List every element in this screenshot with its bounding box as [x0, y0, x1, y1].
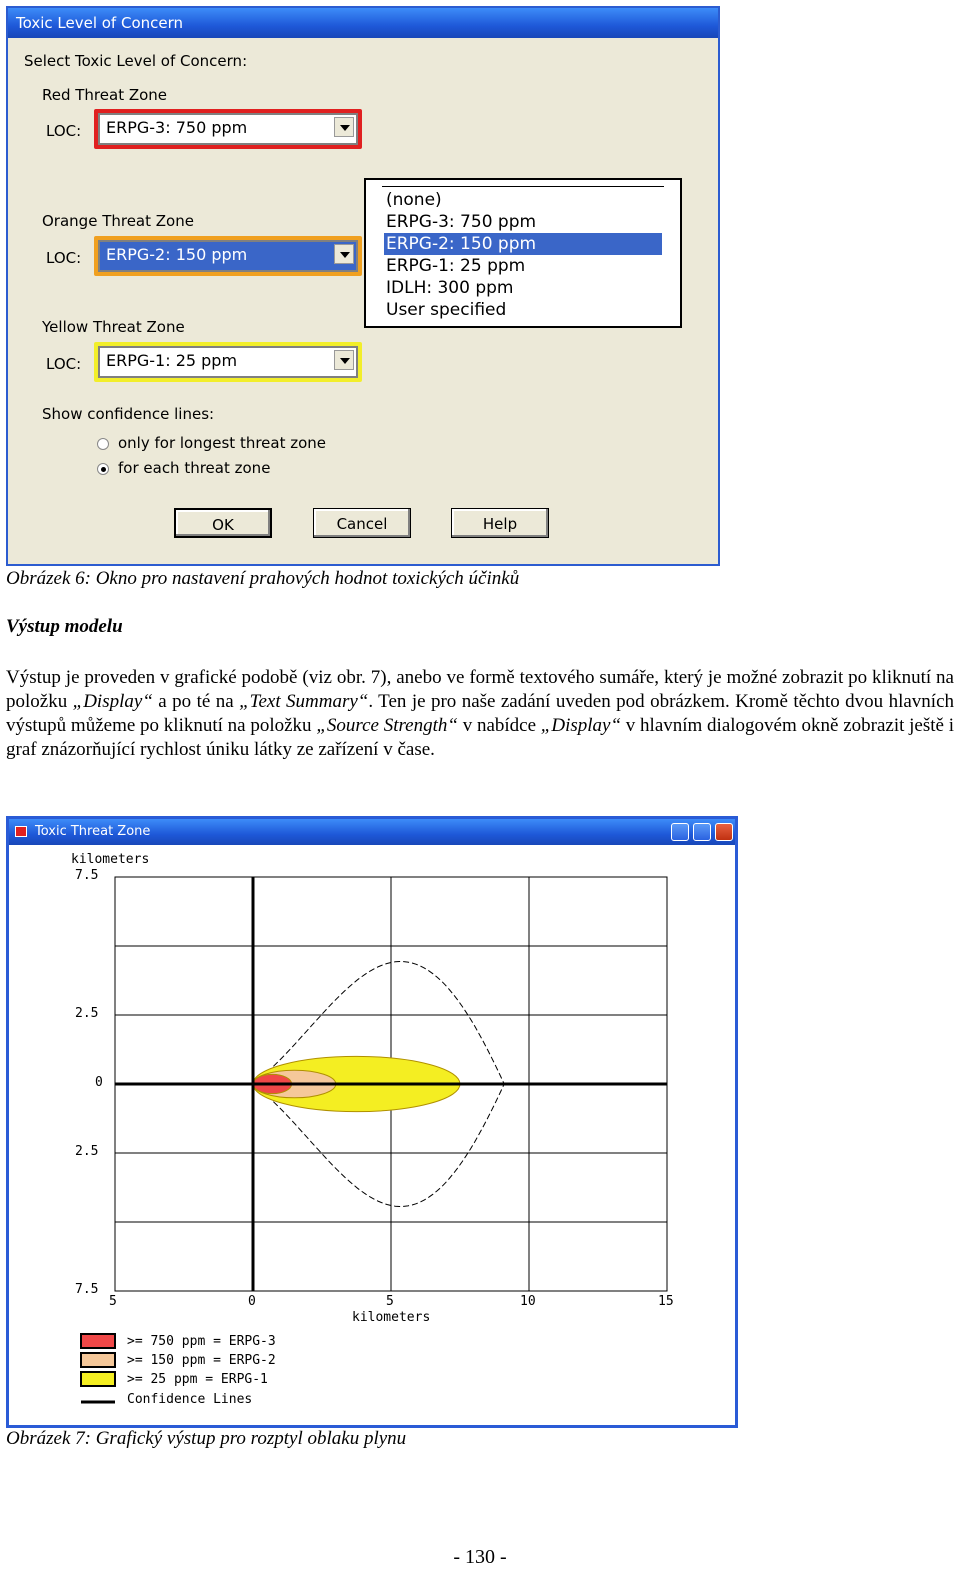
orange-loc-value: ERPG-2: 150 ppm: [106, 245, 248, 264]
dialog-title-bar: Toxic Level of Concern: [8, 8, 718, 38]
loc-dropdown-list[interactable]: [364, 178, 682, 328]
x-tick-label: 0: [248, 1294, 256, 1309]
para-text: Výstup je proveden v grafické podobě (viz obr. 7), anebo ve formě textového sumáře, který je možné zobrazit po kliknutí na položku: [6, 667, 954, 712]
x-tick-label: 10: [520, 1294, 536, 1309]
dropdown-option-erpg2[interactable]: ERPG-2: 150 ppm: [384, 233, 662, 255]
x-tick-label: 5: [386, 1294, 394, 1309]
y-tick-label: 7.5: [75, 1282, 99, 1297]
y-tick-label: 7.5: [75, 868, 99, 883]
y-tick-label: 2.5: [75, 1006, 99, 1021]
legend-label-confidence: Confidence Lines: [127, 1392, 253, 1407]
dropdown-option-erpg1[interactable]: ERPG-1: 25 ppm: [386, 256, 526, 276]
para-text: v nabídce: [457, 715, 541, 736]
confidence-lines-label: Show confidence lines:: [42, 405, 215, 423]
page-number: - 130 -: [453, 1546, 507, 1568]
legend-swatch-erpg3: [81, 1334, 115, 1348]
radio-each-zone[interactable]: [97, 463, 109, 475]
toxic-level-of-concern-dialog: [6, 6, 720, 566]
x-axis-label: kilometers: [352, 1310, 431, 1325]
body-paragraph: [6, 666, 954, 762]
maximize-icon[interactable]: [693, 823, 711, 841]
threat-zone-plot: [9, 845, 735, 1425]
radio-longest-label[interactable]: only for longest threat zone: [118, 434, 327, 452]
list-top-border: [382, 186, 664, 187]
section-heading: Výstup modelu: [6, 616, 123, 637]
x-tick-label: 15: [658, 1294, 674, 1309]
para-italic: „Display“: [72, 691, 153, 712]
yellow-zone-label: Yellow Threat Zone: [42, 318, 185, 336]
y-tick-label: 2.5: [75, 1144, 99, 1159]
dropdown-option-idlh[interactable]: IDLH: 300 ppm: [386, 278, 514, 298]
window-title-bar: [9, 819, 735, 845]
help-button[interactable]: Help: [451, 508, 549, 538]
legend-swatch-erpg2: [81, 1353, 115, 1367]
minimize-icon[interactable]: [671, 823, 689, 841]
red-loc-label: LOC:: [46, 122, 82, 140]
legend-label-erpg1: >= 25 ppm = ERPG-1: [127, 1372, 268, 1387]
window-title: Toxic Threat Zone: [35, 824, 151, 839]
orange-loc-select[interactable]: [98, 240, 358, 272]
red-loc-value: ERPG-3: 750 ppm: [106, 118, 248, 137]
legend-swatch-erpg1: [81, 1372, 115, 1386]
para-text: v hlavním dialogovém okně zobrazit ještě i graf znázorňující rychlost úniku látky ze zařízení v čase.: [6, 715, 954, 760]
para-italic: „Text Summary“: [239, 691, 369, 712]
orange-loc-label: LOC:: [46, 249, 82, 267]
cancel-button[interactable]: Cancel: [313, 508, 411, 538]
x-tick-label: 5: [109, 1294, 117, 1309]
figure-7-caption: Obrázek 7: Grafický výstup pro rozptyl oblaku plynu: [6, 1428, 407, 1449]
y-axis-label: kilometers: [71, 852, 150, 867]
app-icon: [15, 826, 27, 837]
chevron-down-icon[interactable]: [334, 117, 354, 137]
dropdown-option-user-specified[interactable]: User specified: [386, 300, 507, 320]
legend-label-erpg2: >= 150 ppm = ERPG-2: [127, 1353, 276, 1368]
chevron-down-icon[interactable]: [334, 244, 354, 264]
yellow-loc-label: LOC:: [46, 355, 82, 373]
para-italic: „Source Strength“: [316, 715, 458, 736]
chevron-down-icon[interactable]: [334, 350, 354, 370]
para-text: a po té na: [152, 691, 240, 712]
red-loc-select[interactable]: [98, 113, 358, 145]
para-italic: „Display“: [540, 715, 622, 736]
para-text: . Ten je pro naše zadání uveden pod obrázkem. Kromě těchto dvou hlavních výstupů můžeme po kliknutí na položku: [6, 691, 954, 736]
red-zone-label: Red Threat Zone: [42, 86, 168, 104]
dropdown-option-none[interactable]: (none): [386, 190, 442, 210]
select-loc-label: Select Toxic Level of Concern:: [24, 52, 248, 70]
legend-label-erpg3: >= 750 ppm = ERPG-3: [127, 1334, 276, 1349]
yellow-loc-select[interactable]: [98, 346, 358, 378]
radio-longest-zone[interactable]: [97, 438, 109, 450]
toxic-threat-zone-window: [6, 816, 738, 1428]
ok-button[interactable]: OK: [174, 508, 272, 538]
close-icon[interactable]: [715, 823, 733, 841]
dropdown-option-erpg3[interactable]: ERPG-3: 750 ppm: [386, 212, 537, 232]
y-tick-label: 0: [95, 1075, 103, 1090]
figure-6-caption: Obrázek 6: Okno pro nastavení prahových hodnot toxických účinků: [6, 568, 520, 589]
radio-each-label[interactable]: for each threat zone: [118, 459, 271, 477]
yellow-loc-value: ERPG-1: 25 ppm: [106, 351, 238, 370]
orange-zone-label: Orange Threat Zone: [42, 212, 194, 230]
